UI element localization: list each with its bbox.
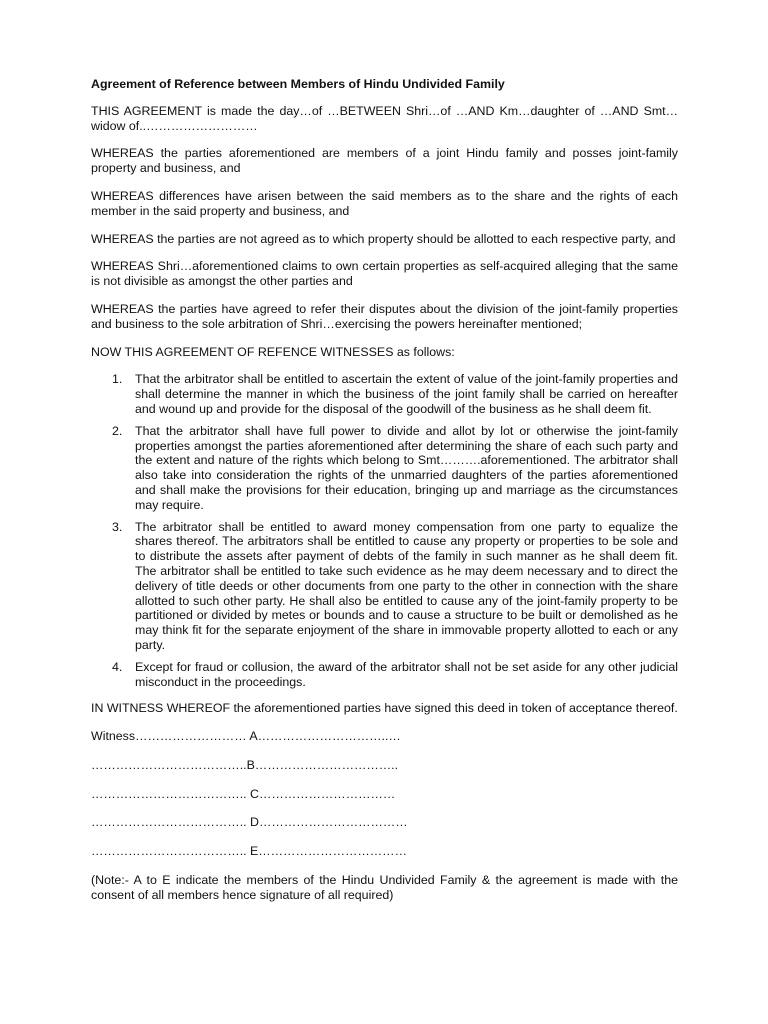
clauses-list <box>91 372 678 689</box>
document-title: Agreement of Reference between Members of Hindu Undivided Family <box>91 77 505 91</box>
clause-text: Except for fraud or collusion, the award of the arbitrator shall not be set aside for any other judicial misconduct in the proceedings. <box>135 659 678 689</box>
signature-line-e: ……………………………….. E……………………………… <box>91 844 407 859</box>
signature-line-a: Witness……………………… A…………………………..… <box>91 729 401 744</box>
whereas-paragraph-3: WHEREAS the parties are not agreed as to which property should be allotted to each respective party, and <box>91 231 676 246</box>
clause-number: 2. <box>112 423 123 438</box>
clause-number: 4. <box>112 659 123 674</box>
clause-number: 3. <box>112 519 123 534</box>
now-this-heading: NOW THIS AGREEMENT OF REFENCE WITNESSES as follows: <box>91 344 455 359</box>
clause-item <box>91 372 678 416</box>
whereas-paragraph-1: WHEREAS the parties aforementioned are members of a joint Hindu family and posses joint-family property and business, and <box>91 146 678 176</box>
clause-item <box>91 660 678 690</box>
whereas-paragraph-5: WHEREAS the parties have agreed to refer their disputes about the division of the joint-family properties and business to the sole arbitration of Shri…exercising the powers hereinafter mentioned; <box>91 301 678 331</box>
signature-line-c: ……………………………….. C…………………………… <box>91 786 396 801</box>
clause-text: That the arbitrator shall be entitled to ascertain the extent of value of the joint-family properties and shall determine the manner in which the business of the joint family shall be carried on hereafter and wound up and provide for the disposal of the goodwill of the business as he shall deem fit. <box>135 372 678 416</box>
clause-number: 1. <box>112 372 123 387</box>
note-paragraph: (Note:- A to E indicate the members of the Hindu Undivided Family & the agreement is made with the consent of all members hence signature of all required) <box>91 873 678 902</box>
whereas-paragraph-2: WHEREAS differences have arisen between the said members as to the share and the rights of each member in the said property and business, and <box>91 188 678 218</box>
signature-line-d: ……………………………….. D……………………………… <box>91 815 408 830</box>
whereas-paragraph-4: WHEREAS Shri…aforementioned claims to own certain properties as self-acquired alleging that the same is not divisible as amongst the other parties and <box>91 259 678 289</box>
clause-item <box>91 424 678 513</box>
clause-text: The arbitrator shall be entitled to award money compensation from one party to equalize the shares thereof. The arbitrators shall be entitled to cause any property or properties to be sole and to distribute the assets after payment of debts of the family in such manner as he shall deem fit. The arbitrator shall be entitled to take such evidence as he may deem necessary and to direct the delivery of title deeds or other documents from one party to the other in connection with the share allotted to such other party. He shall also be entitled to cause any of the joint-family property to be partitioned or divided by metes or bounds and to cause a structure to be built or demolished as he may think fit for the separate enjoyment of the share in immovable property allotted to each or any party. <box>135 519 678 652</box>
witness-clause: IN WITNESS WHEREOF the aforementioned parties have signed this deed in token of acceptance thereof. <box>91 701 678 716</box>
signature-line-b: ………………………………..B…………………………….. <box>91 757 399 772</box>
clause-item <box>91 520 678 653</box>
clause-text: That the arbitrator shall have full power to divide and allot by lot or otherwise the joint-family properties amongst the parties aforementioned after determining the share of each such party and the extent and nature of the rights which belong to Smt……….aforementioned. The arbitrator shall also take into consideration the rights of the unmarried daughters of the parties aforementioned and shall make the provisions for their education, bringing up and marriage as the circumstances may require. <box>135 423 678 512</box>
document-page <box>91 77 678 903</box>
intro-paragraph: THIS AGREEMENT is made the day…of …BETWEEN Shri…of …AND Km…daughter of …AND Smt… widow of..……………………… <box>91 103 678 133</box>
